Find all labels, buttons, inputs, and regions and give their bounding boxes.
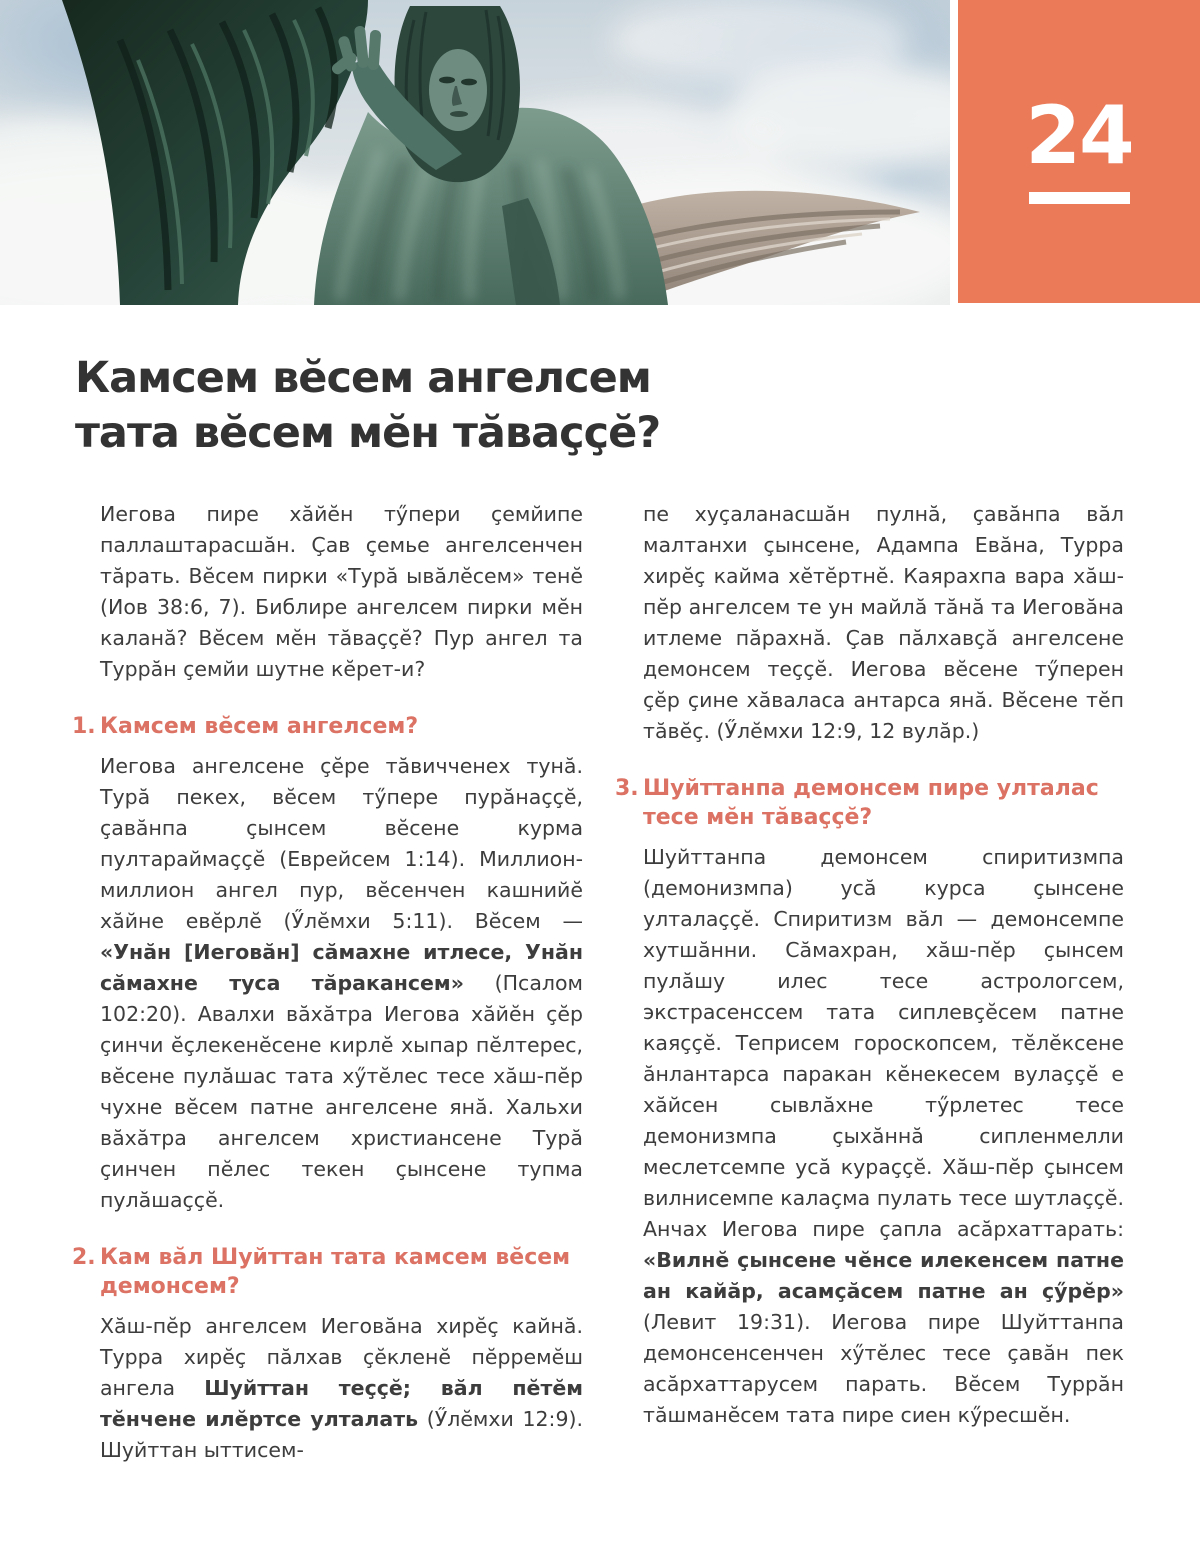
section-3-heading xyxy=(615,774,1124,832)
section-2-number: 2. xyxy=(72,1245,96,1271)
section-2 xyxy=(72,1243,583,1466)
main-content xyxy=(72,351,1124,1466)
section-2-heading-text: Кам вӑл Шуйттан тата камсем вӗсем демонсем? xyxy=(100,1245,571,1300)
section-1-paragraph: Иегова ангелсене ҫӗре тӑвичченех тунӑ. Турӑ пекех, вӗсем тӳпере пурӑнаҫҫӗ, ҫавӑнпа ҫынсем вӗсене курма пултараймаҫҫӗ (Еврейсем 1:14). Миллион-миллион ангел пур, вӗсенчен кашнийӗ хӑйне евӗрлӗ (Ӳлӗмхи 5:11). Вӗсем — «Унӑн [Иеговӑн] сӑмахне итлесе, Унӑн сӑмахне туса тӑракансем» (Псалом 102:20). Авалхи вӑхӑтра Иегова хӑйӗн ҫӗр ҫинчи ӗҫлекенӗсене кирлӗ хыпар пӗлтерес, вӗсене пулӑшас тата хӳтӗлес тесе хӑш-пӗр чухне вӗсем патне ангелсене янӑ. Хальхи вӑхӑтра ангелсем христиансене Турӑ ҫинчен пӗлес текен ҫынсене тупма пулӑшаҫҫӗ. xyxy=(100,754,583,1213)
section-3 xyxy=(615,774,1124,1431)
section-1-number: 1. xyxy=(72,714,96,740)
angel-statue-illustration xyxy=(0,0,950,305)
intro-paragraph: Иегова пире хӑйӗн тӳпери ҫемйипе паллаштарасшӑн. Ҫав ҫемье ангелсенчен тӑрать. Вӗсем пирки «Турӑ ывӑлӗсем» тенӗ (Иов 38:6, 7). Библире ангелсем пирки мӗн каланӑ? Вӗсем мӗн тӑваҫҫӗ? Пур ангел та Туррӑн ҫемйи шутне кӗрет-и? xyxy=(100,502,583,682)
column-left xyxy=(72,499,583,1466)
section-1 xyxy=(72,712,583,1216)
chapter-number-box xyxy=(958,0,1200,303)
section-2-paragraph-part1: Хӑш-пӗр ангелсем Иеговӑна хирӗҫ кайнӑ. Турра хирӗҫ пӑлхав ҫӗкленӗ пӗрремӗш ангела Шуйттан теҫҫӗ; вӑл пӗтӗм тӗнчене илӗртсе улталать (Ӳлӗмхи 12:9). Шуйттан ыттисем- xyxy=(100,1314,583,1463)
section-2-paragraph-part2: пе хуҫаланасшӑн пулнӑ, ҫавӑнпа вӑл малтанхи ҫынсене, Адампа Евӑна, Турра хирӗҫ кайма хӗтӗртнӗ. Каярахпа вара хӑш-пӗр ангелсем те ун майлӑ тӑнӑ та Иеговӑна итлеме пӑрахнӑ. Ҫав пӑлхавҫӑ ангелсене демонсем теҫҫӗ. Иегова вӗсене тӳперен ҫӗр ҫине хӑваласа антарса янӑ. Вӗсене тӗп тӑвӗҫ. (Ӳлӗмхи 12:9, 12 вулӑр.) xyxy=(643,502,1124,744)
section-3-heading-text: Шуйттанпа демонсем пире улталас тесе мӗн тӑваҫҫӗ? xyxy=(643,776,1099,831)
page-title: Камсем вӗсем ангелсем тата вӗсем мӗн тӑваҫҫӗ? xyxy=(75,353,661,459)
section-1-heading xyxy=(72,712,583,741)
hero xyxy=(0,0,1200,305)
chapter-number: 24 xyxy=(1025,89,1133,182)
text-columns xyxy=(72,499,1124,1466)
chapter-underline xyxy=(1029,192,1130,204)
section-3-number: 3. xyxy=(615,776,639,802)
section-2-heading xyxy=(72,1243,583,1301)
angel-statue-photo xyxy=(0,0,950,305)
section-1-heading-text: Камсем вӗсем ангелсем? xyxy=(100,714,419,740)
section-3-paragraph: Шуйттанпа демонсем спиритизмпа (демонизмпа) усӑ курса ҫынсене улталаҫҫӗ. Спиритизм вӑл — демонсемпе хутшӑнни. Сӑмахран, хӑш-пӗр ҫынсем пулӑшу илес тесе астрологсем, экстрасенссем тата сиплевҫӗсем патне каяҫҫӗ. Теприсем гороскопсем, тӗлӗксене ӑнлантарса паракан кӗнекесем вулаҫҫӗ е хӑйсен сывлӑхне тӳрлетес тесе демонизмпа ҫыхӑннӑ сипленмелли меслетсемпе усӑ кураҫҫӗ. Хӑш-пӗр ҫынсем вилнисемпе калаҫма пулать тесе шутлаҫҫӗ. Анчах Иегова пире ҫапла асӑрхаттарать: «Вилнӗ ҫынсене чӗнсе илекенсем патне ан кайӑр, асамҫӑсем патне ан ҫӳрӗр» (Левит 19:31). Иегова пире Шуйттанпа демонсенсенчен хӳтӗлес тесе ҫавӑн пек асӑрхаттарусем парать. Вӗсем Туррӑн тӑшманӗсем тата пире сиен кӳресшӗн. xyxy=(643,845,1124,1428)
column-right xyxy=(615,499,1124,1466)
